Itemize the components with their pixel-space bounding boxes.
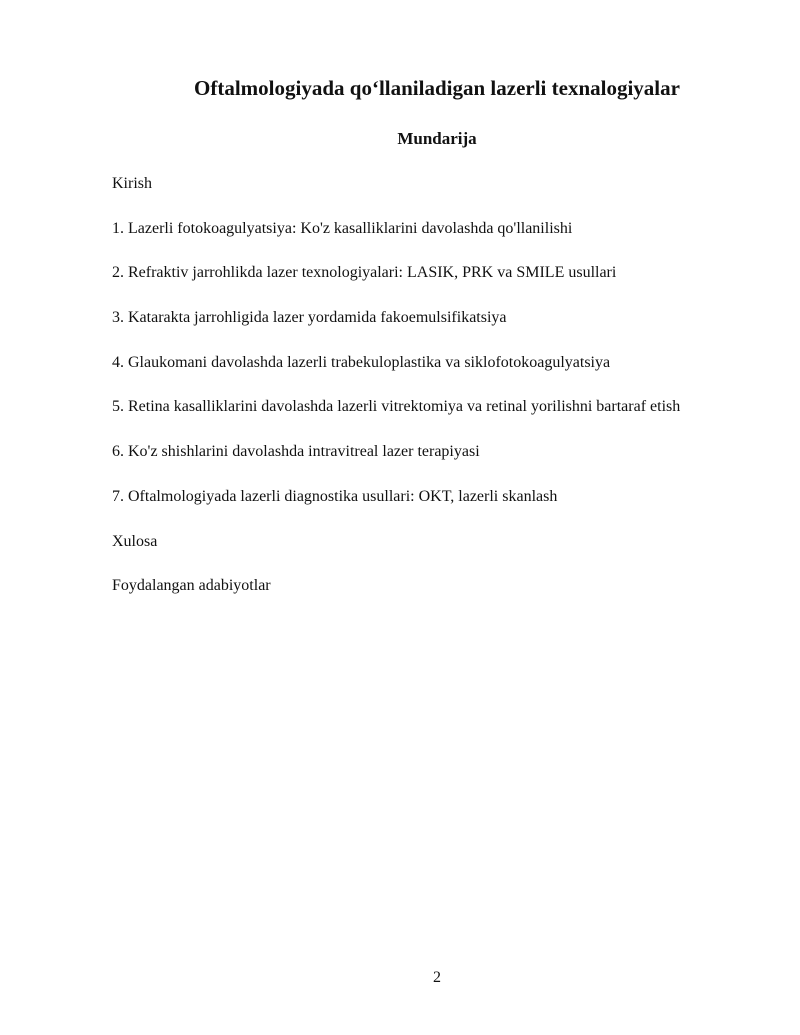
- page-number: 2: [433, 969, 441, 986]
- toc-entry-introduction: Kirish: [112, 175, 152, 192]
- toc-entry-chapter-3: 3. Katarakta jarrohligida lazer yordamida fakoemulsifikatsiya: [112, 309, 507, 327]
- document-title: Oftalmologiyada qo‘llaniladigan lazerli texnalogiyalar: [194, 76, 680, 100]
- toc-entry-chapter-4: 4. Glaukomani davolashda lazerli trabekuloplastika va siklofotokoagulyatsiya: [112, 353, 611, 371]
- toc-entry-chapter-6: 6. Ko'z shishlarini davolashda intravitreal lazer terapiyasi: [112, 443, 480, 461]
- toc-heading: Mundarija: [397, 129, 477, 148]
- toc-entry-chapter-2: 2. Refraktiv jarrohlikda lazer texnologiyalari: LASIK, PRK va SMILE usullari: [112, 264, 617, 282]
- table-of-contents: [112, 173, 792, 620]
- toc-entry-conclusion: Xulosa: [112, 532, 158, 550]
- toc-entry-references: Foydalangan adabiyotlar: [112, 577, 271, 595]
- toc-entry-chapter-1: 1. Lazerli fotokoagulyatsiya: Ko'z kasalliklarini davolashda qo'llanilishi: [112, 219, 573, 237]
- toc-entry-chapter-7: 7. Oftalmologiyada lazerli diagnostika usullari: OKT, lazerli skanlash: [112, 487, 558, 505]
- toc-entry-chapter-5: 5. Retina kasalliklarini davolashda lazerli vitrektomiya va retinal yorilishni bartaraf etish: [112, 398, 681, 416]
